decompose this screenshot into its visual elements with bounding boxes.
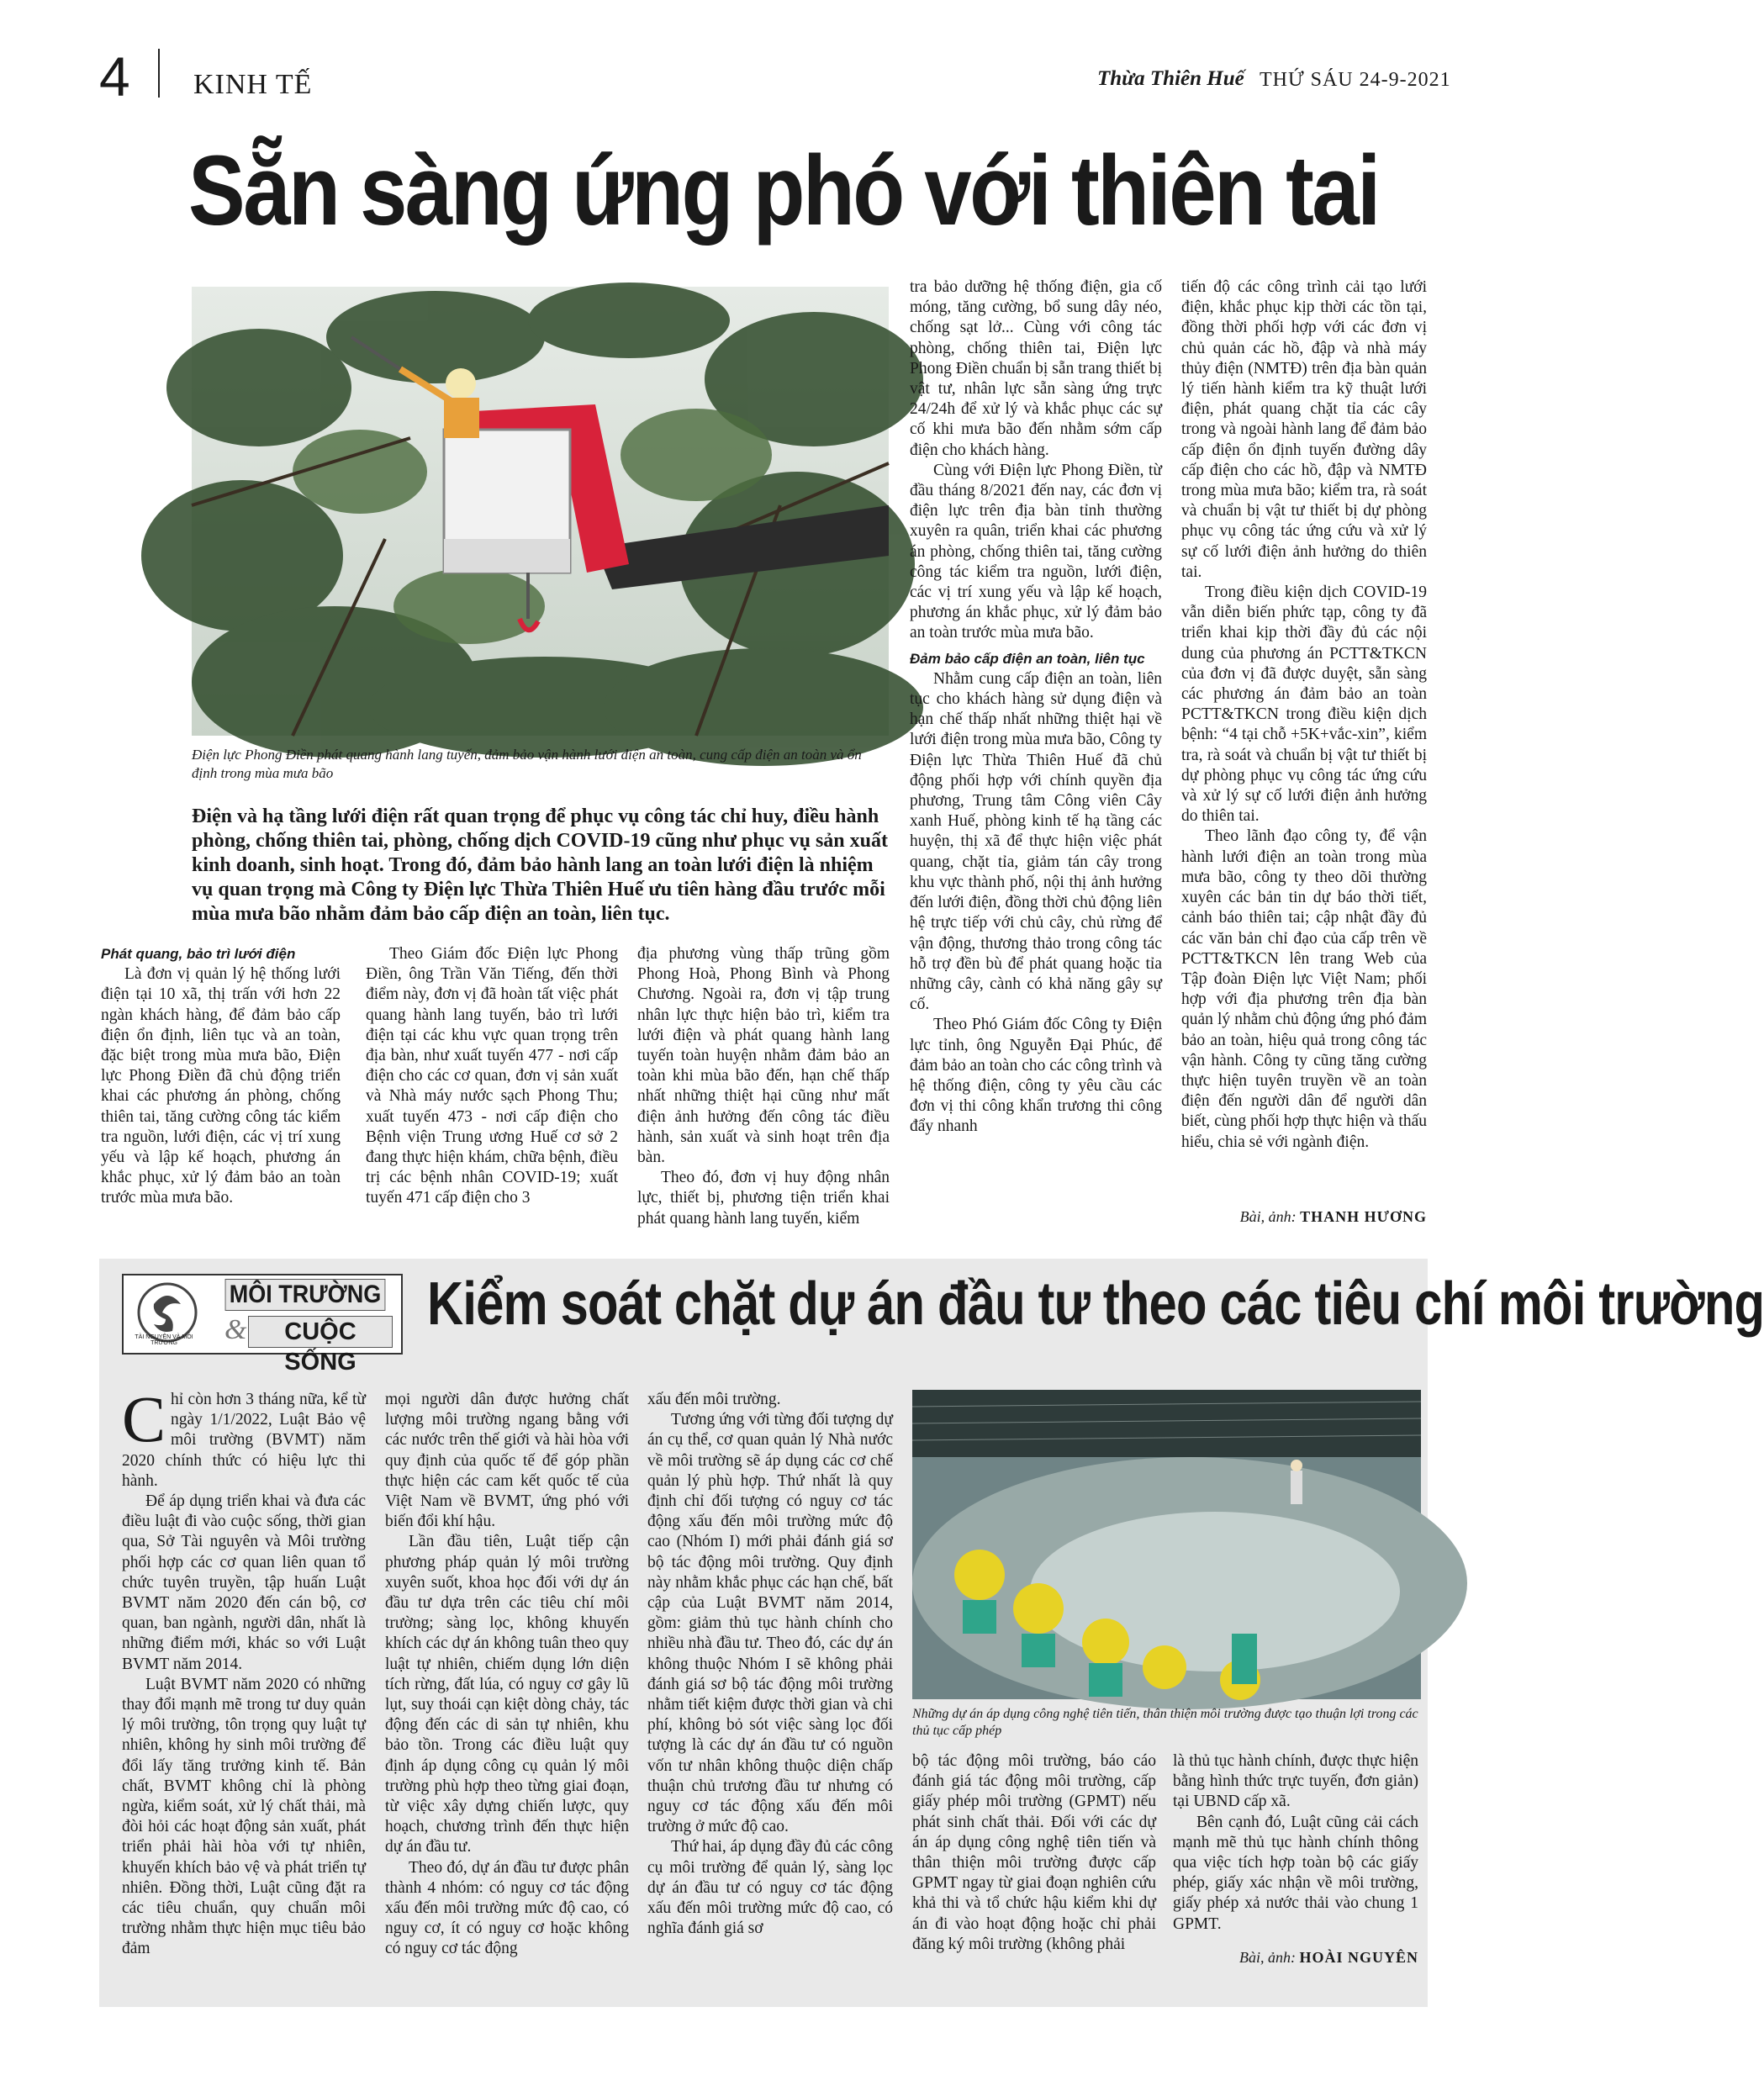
article1-byline [1181, 1208, 1427, 1226]
article2-column-4 [912, 1751, 1156, 1955]
article2-column-5 [1173, 1751, 1418, 1935]
article2-photo-caption: Những dự án áp dụng công nghệ tiên tiến, thân thiện môi trường được tạo thuận lợi trong các thủ tục cấp phép [912, 1707, 1418, 1738]
drop-cap: C [122, 1382, 166, 1455]
newspaper-name: Thừa Thiên Huế [1097, 67, 1244, 90]
issue-date: THỨ SÁU 24-9-2021 [1260, 69, 1451, 91]
byline-author: THANH HƯƠNG [1300, 1208, 1427, 1225]
article1-paragraph: Cùng với Điện lực Phong Điền, từ đầu tháng 8/2021 đến nay, các đơn vị điện lực trên địa bàn tỉnh thường xuyên ra quân, triển khai các phương án phòng, chống thiên tai, tăng cường công tác kiểm tra nguồn, lưới điện, các vị trí xung yếu và lập kế hoạch, phương án khắc phục, xử lý đảm bảo an toàn trước mùa mưa bão. [910, 461, 1162, 642]
article2-paragraph: là thủ tục hành chính, được thực hiện bằng hình thức trực tuyến, đơn giản) tại UBND cấp xã. [1173, 1752, 1418, 1811]
article1-paragraph: tra bảo dưỡng hệ thống điện, gia cố móng, tăng cường, bổ sung dây néo, chống sạt lở... Cùng với công tác phòng, chống thiên tai, Điện lực Phong Điền chuẩn bị sẵn trang thiết bị vật tư, nhân lực sẵn sàng ứng trực 24/24h để xử lý và khắc phục các sự cố khi mưa bão đến nhằm sớm cấp điện cho khách hàng. [910, 278, 1162, 459]
article1-paragraph: tiến độ các công trình cải tạo lưới điện, khắc phục kịp thời các tồn tại, đồng thời phối hợp với các đơn vị chủ quản các hồ, đập và nhà máy thủy điện (NMTĐ) trên địa bàn quản lý tiến hành kiểm tra kỹ thuật lưới điện, phát quang chặt tỉa các cây trong và ngoài hành lang để đảm bảo cấp điện ổn định tuyến đường dây cấp điện cho các hồ, đập và NMTĐ trong mùa mưa bão; kiểm tra, rà soát và chuẩn bị vật tư thiết bị dự phòng phục vụ công tác ứng cứu và xử lý sự cố lưới điện ảnh hưởng do thiên tai. [1181, 278, 1427, 581]
article2-paragraph: Để áp dụng triển khai và đưa các điều luật đi vào cuộc sống, thời gian qua, Sở Tài nguyên và Môi trường phối hợp các cơ quan liên quan tổ chức tuyên truyền, tập huấn Luật BVMT năm 2020 đến cán bộ, cơ quan, ban ngành, người dân, nhất là những điểm mới, khác so với Luật BVMT năm 2014. [122, 1492, 366, 1673]
article1-subhead-1: Phát quang, bảo trì lưới điện [101, 946, 296, 962]
article1-paragraph: Theo lãnh đạo công ty, để vận hành lưới điện an toàn trong mùa mưa bão, công ty theo dõi thường xuyên các bản tin dự báo thời tiết, cảnh báo thiên tai; cập nhật đầy đủ các văn bản chỉ đạo của cấp trên về PCTT&TKCN lên trang Web của Tập đoàn Điện lực Việt Nam; phối hợp với địa phương trên địa bàn quản lý nhằm chủ động ứng phó đảm bảo an toàn, hiệu quả trong công tác vận hành. Công ty cũng tăng cường thực hiện tuyên truyền về an toàn điện đến người dân để người dân biết, cùng phối hợp thực hiện và thấu hiểu, chia sẻ với ngành điện. [1181, 827, 1427, 1151]
article1-paragraph: Là đơn vị quản lý hệ thống lưới điện tại 10 xã, thị trấn với hơn 22 ngàn khách hàng, để đảm bảo cấp điện ổn định, liên tục và an toàn, đặc biệt trong mùa mưa bão, Điện lực Phong Điền đã chủ động triển khai các phương án phòng, chống thiên tai, tăng cường công tác kiểm tra nguồn, lưới điện, các vị trí xung yếu và lập kế hoạch, phương án khắc phục, xử lý đảm bảo an toàn trước mùa mưa bão. [101, 965, 341, 1207]
article1-paragraph: Theo Giám đốc Điện lực Phong Điền, ông Trần Văn Tiếng, đến thời điểm này, đơn vị đã hoàn tất việc phát quang hành lang tuyến, bảo trì lưới điện tại các khu vực quan trọng trên địa bàn, như xuất tuyến 477 - nơi cấp điện cho các cơ quan, đơn vị sản xuất và Nhà máy nước sạch Phong Thu; xuất tuyến 473 - nơi cấp điện cho Bệnh viện Trung ương Huế cơ sở 2 đang thực hiện khám, chữa bệnh, điều trị các bệnh nhân COVID-19; xuất tuyến 471 cấp điện cho 3 [366, 945, 618, 1207]
article1-column-2 [366, 944, 618, 1209]
article1-headline: Sẵn sàng ứng phó với thiên tai [188, 135, 1379, 246]
article2-paragraph: Luật BVMT năm 2020 có những thay đổi mạnh mẽ trong tư duy quản lý môi trường, tôn trọng quy luật tự nhiên, không hy sinh môi trường để đổi lấy tăng trưởng kinh tế. Bản chất, BVMT không chỉ là phòng ngừa, kiểm soát, xử lý chất thải, mà đòi hỏi các hoạt động sản xuất, phát triển phải hài hòa với tự nhiên, khuyến khích bảo vệ và phát triển tự nhiên. Đồng thời, Luật cũng đặt ra các tiêu chuẩn, quy chuẩn môi trường nhằm thực hiện mục tiêu bảo đảm [122, 1675, 366, 1958]
article1-column-5 [1181, 277, 1427, 1153]
article2-paragraph: Theo đó, dự án đầu tư được phân thành 4 nhóm: có nguy cơ tác động xấu đến môi trường mức độ cao, có nguy cơ, ít có nguy cơ hoặc không có nguy cơ tác động [385, 1858, 629, 1958]
logo-caption: TÀI NGUYÊN VÀ MÔI TRƯỜNG [135, 1334, 193, 1346]
article2-paragraph: Bên cạnh đó, Luật cũng cải cách mạnh mẽ thủ tục hành chính thông qua việc tích hợp toàn bộ các giấy phép, giấy xác nhận về môi trường, giấy phép xả nước thải vào chung 1 GPMT. [1173, 1813, 1418, 1933]
byline-author: HOÀI NGUYÊN [1299, 1949, 1418, 1966]
article2-paragraph: xấu đến môi trường. [647, 1391, 781, 1408]
article1-column-4 [910, 277, 1162, 1138]
article2-paragraph: mọi người dân được hưởng chất lượng môi trường ngang bằng với các nước trên thế giới và hài hòa với quy định của quốc tế để góp phần thực hiện các cam kết quốc tế của Việt Nam về BVMT, ứng phó với biến đổi khí hậu. [385, 1391, 629, 1531]
article1-paragraph: Theo Phó Giám đốc Công ty Điện lực tỉnh, ông Nguyễn Đại Phúc, để đảm bảo an toàn cho các công trình và hệ thống điện, công ty yêu cầu các đơn vị thi công khẩn trương thi công đẩy nhanh [910, 1016, 1162, 1136]
article1-subhead-2: Đảm bảo cấp điện an toàn, liên tục [910, 650, 1145, 667]
rubric-ampersand: & [224, 1314, 247, 1345]
rubric-logo [122, 1274, 403, 1376]
article2-column-1 [122, 1382, 366, 1960]
article2-byline [1173, 1949, 1418, 1967]
article2-paragraph: Thứ hai, áp dụng đầy đủ các công cụ môi trường để quản lý, sàng lọc dự án đầu tư có nguy cơ tác động xấu đến môi trường mức độ cao, có nghĩa đánh giá sơ [647, 1838, 893, 1938]
article1-lead: Điện và hạ tầng lưới điện rất quan trọng để phục vụ công tác chỉ huy, điều hành phòng, chống thiên tai, phòng, chống dịch COVID-19 cũng như phục vụ sản xuất kinh doanh, sinh hoạt. Trong đó, đảm bảo hành lang an toàn lưới điện là nhiệm vụ quan trọng mà Công ty Điện lực Thừa Thiên Huế ưu tiên hàng đầu trước mỗi mùa mưa bão nhằm đảm bảo cấp điện an toàn, liên tục. [192, 805, 888, 925]
rubric-line-2: CUỘC SỐNG [248, 1316, 393, 1348]
article2-paragraph: bộ tác động môi trường, báo cáo đánh giá tác động môi trường, cấp giấy phép môi trường (GPMT) nếu phát sinh chất thải. Đối với các dự án áp dụng công nghệ tiên tiến và thân thiện môi trường được cấp GPMT ngay từ giai đoạn nghiên cứu khả thi và tổ chức hậu kiểm khi dự án đi vào hoạt động hoặc chỉ phải đăng ký môi trường (không phải [912, 1752, 1156, 1953]
section-title: KINH TẾ [193, 69, 313, 100]
page-number: 4 [99, 45, 130, 108]
header-divider [158, 49, 160, 98]
article2-paragraph: Tương ứng với từng đối tượng dự án cụ thể, cơ quan quản lý Nhà nước về môi trường sẽ áp dụng các cơ chế quản lý phù hợp. Thứ nhất là quy định chỉ đối tượng có nguy cơ tác động xấu đến môi trường mức độ cao (Nhóm I) mới phải đánh giá sơ bộ tác động môi trường. Quy định này nhằm khắc phục các hạn chế, bất cập của Luật BVMT năm 2014, gồm: giảm thủ tục hành chính cho nhiều nhà đầu tư. Theo đó, các dự án không thuộc Nhóm I sẽ không phải đánh giá sơ bộ tác động môi trường nhằm tiết kiệm được thời gian và chi phí, không bỏ sót việc sàng lọc đối tượng là các dự án đầu tư có nguồn vốn tư nhân không thuộc diện chấp thuận chủ trương đầu tư nhưng có nguy cơ tác động xấu đến môi trường ở mức độ cao. [647, 1411, 893, 1836]
article2-photo [912, 1390, 1421, 1699]
article1-paragraph: Theo đó, đơn vị huy động nhân lực, thiết bị, phương tiện triển khai phát quang hành lang tuyến, kiểm [637, 1169, 890, 1228]
article1-paragraph: Nhằm cung cấp điện an toàn, liên tục cho khách hàng sử dụng điện và hạn chế thấp nhất những thiệt hại về lưới điện trong mùa mưa bão, Công ty Điện lực Thừa Thiên Huế đã chủ động phối hợp với chính quyền địa phương, Trung tâm Công viên Cây xanh Huế, phòng kinh tế hạ tầng các huyện, thị xã để thực hiện việc phát quang, chặt tỉa, giảm tán cây trong khu vực thành phố, nội thị ảnh hưởng đến lưới điện, đồng thời chủ động liên hệ trực tiếp với chủ cây, chủ rừng để vận động, thương thảo trong công tác hỗ trợ đền bù để phát quang hoặc tỉa những cây, cành có khả năng gây sự cố. [910, 669, 1162, 1014]
byline-prefix: Bài, ảnh: [1239, 1208, 1297, 1225]
rubric-line-1: MÔI TRƯỜNG [225, 1279, 386, 1311]
article1-paragraph: Trong điều kiện dịch COVID-19 vẫn diễn biến phức tạp, công ty đã triển khai kịp thời đầy đủ các nội dung của phương án PCTT&TKCN của đơn vị đã được duyệt, sẵn sàng các phương án đảm bảo an toàn PCTT&TKCN trong điều kiện dịch bệnh: “4 tại chỗ +5K+vắc-xin”, kiểm tra, rà soát và chuẩn bị vật tư thiết bị dự phòng phục vụ công tác ứng cứu và xử lý sự cố lưới điện ảnh hưởng do thiên tai. [1181, 584, 1427, 826]
article1-column-3 [637, 944, 890, 1229]
article2-column-3 [647, 1390, 893, 1939]
article2-paragraph: Lần đầu tiên, Luật tiếp cận phương pháp quản lý môi trường xuyên suốt, khoa học đối với dự án đầu tư dựa trên các tiêu chí môi trường; sàng lọc, không khuyến khích các dự án không tuân theo quy luật tự nhiên, chiếm dụng lớn diện tích rừng, đất lúa, có nguy cơ gây lũ lụt, suy thoái cạn kiệt dòng chảy, tác động đến các di sản tự nhiên, khu bảo tồn. Trong các điều luật quy định áp dụng công cụ quản lý môi trường phù hợp theo từng giai đoạn, từ việc xây dựng chiến lược, quy hoạch, chương trình đến thực hiện dự án đầu tư. [385, 1533, 629, 1856]
article2-headline: Kiểm soát chặt dự án đầu tư theo các tiêu chí môi trường [427, 1270, 1764, 1338]
article2-paragraph: hỉ còn hơn 3 tháng nữa, kể từ ngày 1/1/2022, Luật Bảo vệ môi trường (BVMT) năm 2020 chính thức có hiệu lực thi hành. [122, 1391, 366, 1490]
article1-photo [192, 287, 889, 736]
article1-photo-caption: Điện lực Phong Điền phát quang hành lang tuyến, đảm bảo vận hành lưới điện an toàn, cung cấp điện an toàn và ổn định trong mùa mưa bão [192, 747, 862, 781]
article1-column-1 [101, 944, 341, 1209]
article2-column-2 [385, 1390, 629, 1960]
article1-paragraph: địa phương vùng thấp trũng gồm Phong Hoà, Phong Bình và Phong Chương. Ngoài ra, đơn vị tập trung nhân lực thực hiện bảo trì, kiểm tra lưới điện và phát quang hành lang tuyến toàn huyện nhằm đảm bảo an toàn khi mùa bão đến, hạn chế thấp nhất những thiệt hại cũng như mất điện ảnh hưởng đến công tác điều hành, sản xuất và sinh hoạt trên địa bàn. [637, 945, 890, 1167]
byline-prefix: Bài, ảnh: [1238, 1949, 1296, 1966]
